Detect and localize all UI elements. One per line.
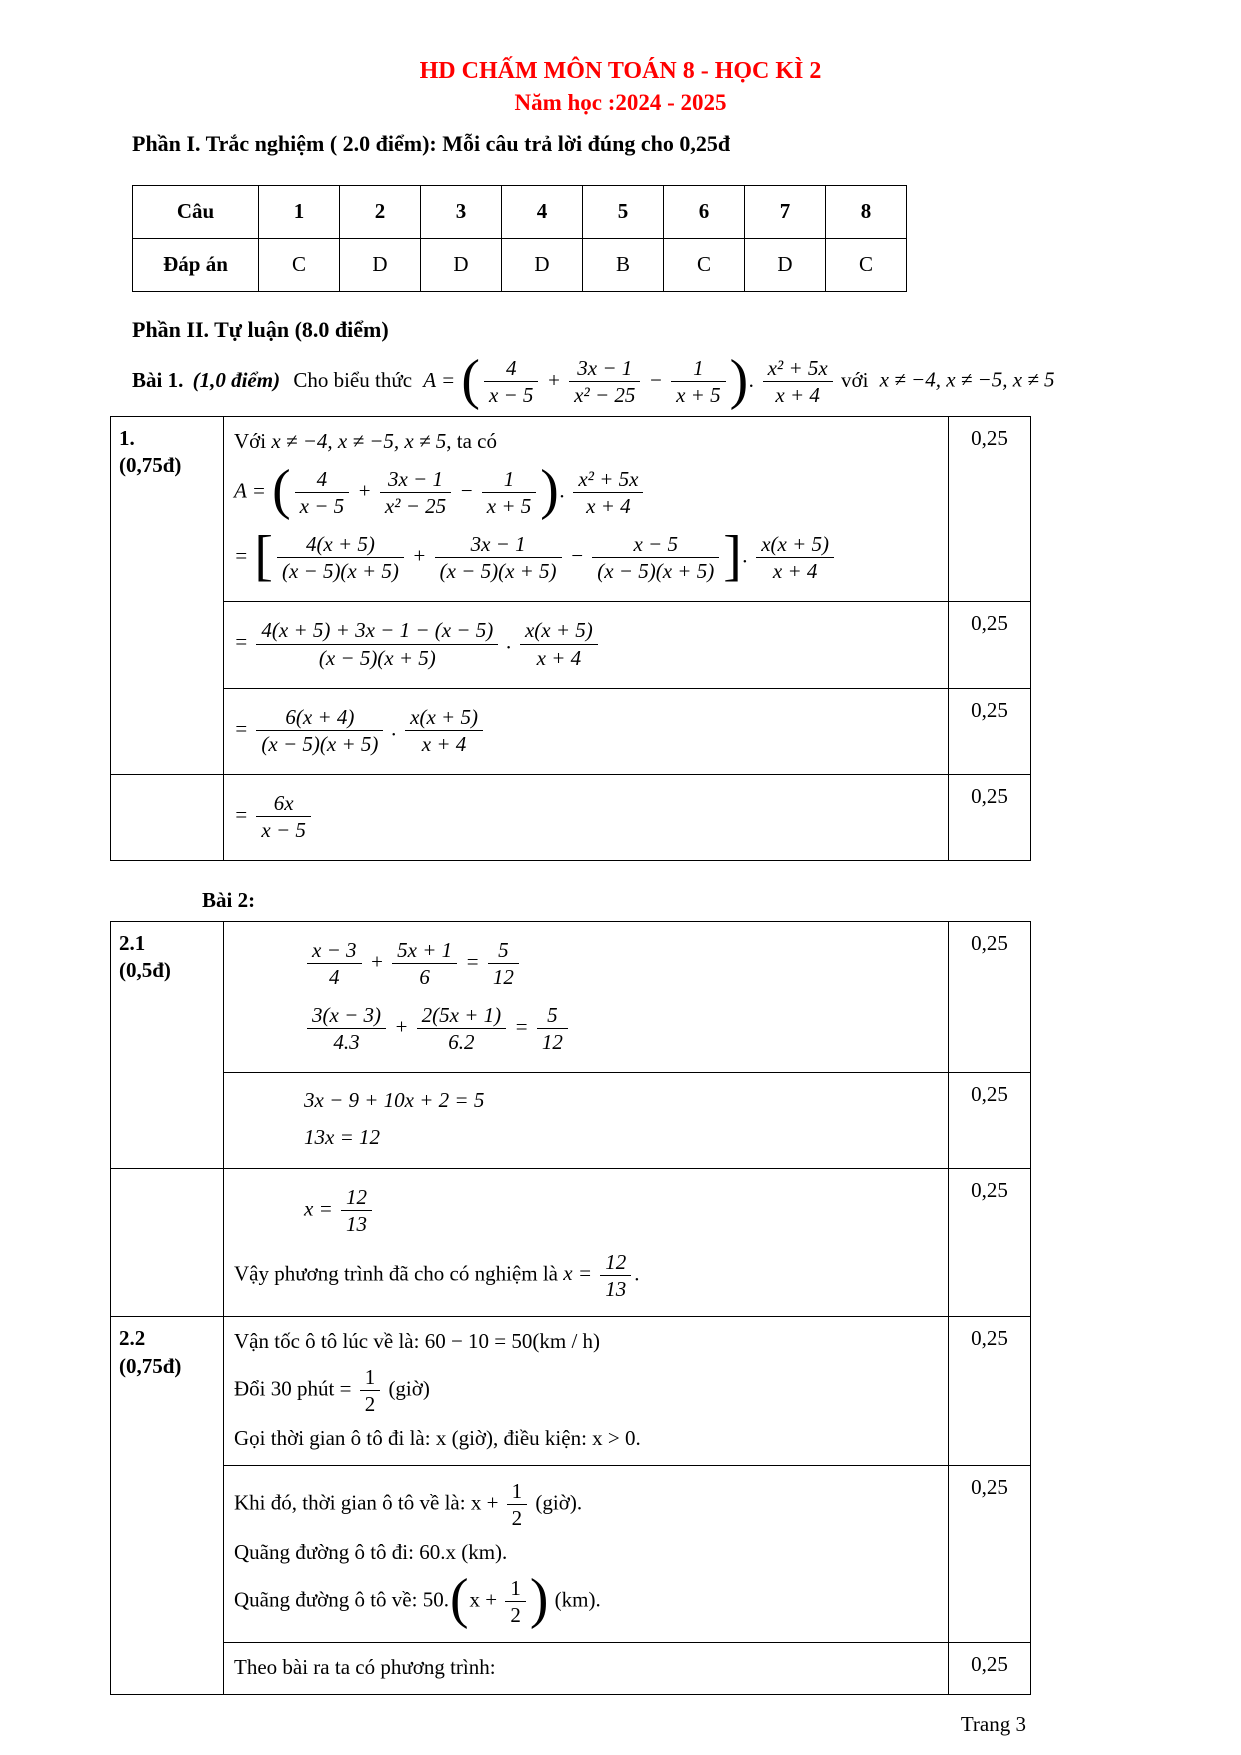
fraction: $\frac{3x - 1}{\text{x² − 25}}$: [380, 467, 451, 518]
bai2-points-cell: 0,25: [949, 921, 1031, 1073]
bai2-row-1: [111, 921, 1031, 1073]
answer-cell: 7: [745, 185, 826, 238]
bai2-label: Bài 2:: [202, 888, 256, 913]
solution-line: Đổi 30 phút = $\frac{1}{2}$ (giờ): [234, 1364, 430, 1416]
answer-cell: D: [340, 238, 421, 291]
exercise-score: (0,75đ): [119, 452, 182, 477]
fraction: $\frac{x(x + 5)}{x + 4}$: [405, 705, 483, 756]
fraction: $\frac{12}{13}$: [600, 1250, 631, 1301]
bai2-solution-cell: [224, 1168, 949, 1317]
solution-line: Gọi thời gian ô tô đi là: x (giờ), điều kiện: x > 0.: [234, 1425, 641, 1450]
bai1-formula: A = ( $\frac{4}{x - 5}$ + $\frac{3x - 1}{\text{x² − 25}}$ − $\frac{1}{x + 5}$ ). $\frac{\text{x² + 5x}}{x + 4}$: [423, 368, 835, 392]
big-delimiter: (: [461, 348, 480, 411]
solution-line: 13x = 12: [304, 1125, 380, 1150]
big-delimiter: [: [254, 524, 273, 587]
exercise-number: 2.1: [119, 930, 146, 955]
fraction: $\frac{3(x - 3)}{4.3}$: [307, 1003, 386, 1054]
fraction: $\frac{1}{x + 5}$: [482, 467, 537, 518]
row-label-cell: Đáp án: [133, 238, 259, 291]
bai1-condition-prefix: với: [840, 367, 869, 392]
solution-line: Khi đó, thời gian ô tô về là: x + $\frac{1}{2}$ (giờ).: [234, 1479, 583, 1531]
answer-cell: D: [421, 238, 502, 291]
answer-cell: 1: [259, 185, 340, 238]
big-delimiter: ): [729, 348, 749, 411]
bai2-row-6: [111, 1643, 1031, 1695]
bai1-intro: Cho biểu thức: [293, 367, 413, 392]
exercise-score: (0,75đ): [119, 1353, 182, 1378]
bai2-label-cell: [111, 921, 224, 1168]
bai2-row-3: [111, 1168, 1031, 1317]
solution-line: A = ( $\frac{4}{x - 5}$ + $\frac{3x - 1}{\text{x² − 25}}$ − $\frac{1}{x + 5}$ ). $\frac{\text{x² + 5x}}{x + 4}$: [234, 465, 938, 520]
fraction: $\frac{1}{x + 5}$: [671, 356, 726, 407]
bai1-label-cell: [111, 774, 224, 860]
bai1-label: Bài 1.: [132, 367, 184, 392]
bai2-points-cell: 0,25: [949, 1643, 1031, 1695]
bai2-row-4: [111, 1317, 1031, 1466]
solution-line: $\frac{x - 3}{4}$ + $\frac{5x + 1}{6}$ = $\frac{5}{12}$: [234, 936, 938, 991]
big-delimiter: (: [449, 1568, 469, 1631]
fraction: $\frac{1}{2}$: [360, 1365, 381, 1416]
solution-line: = $\frac{4(x + 5) + 3x - 1 - (x - 5)}{(x - 5)(x + 5)}$ . $\frac{x(x + 5)}{x + 4}$: [234, 616, 938, 671]
bai2-solution-cell: [224, 1073, 949, 1169]
bai1-row-1: [111, 416, 1031, 602]
bai1-row-4: [111, 774, 1031, 860]
answer-cell: 8: [826, 185, 907, 238]
bai1-solution-cell: [224, 416, 949, 602]
answer-cell: B: [583, 238, 664, 291]
bai2-solution-cell: [224, 1317, 949, 1466]
answer-cell: D: [502, 238, 583, 291]
fraction: $\frac{4(x + 5)}{(x - 5)(x + 5)}$: [277, 532, 404, 583]
fraction: $\frac{5x + 1}{6}$: [392, 938, 457, 989]
big-delimiter: ): [529, 1568, 549, 1631]
bai1-solution-cell: [224, 774, 949, 860]
fraction: $\frac{x - 3}{4}$: [307, 938, 362, 989]
bai2-points-cell: 0,25: [949, 1317, 1031, 1466]
fraction: $\frac{3x - 1}{(x - 5)(x + 5)}$: [435, 532, 562, 583]
bai1-row-3: [111, 688, 1031, 774]
big-delimiter: ): [540, 459, 559, 522]
solution-line: Vậy phương trình đã cho có nghiệm là x = $\frac{12}{13}$ .: [234, 1249, 640, 1302]
fraction: $\frac{6(x + 4)}{(x - 5)(x + 5)}$: [256, 705, 383, 756]
fraction: $\frac{3x - 1}{\text{x² − 25}}$: [569, 356, 640, 407]
fraction: $\frac{\text{x² + 5x}}{x + 4}$: [573, 467, 643, 518]
bai2-solution-table: [110, 921, 1031, 1696]
solution-line: Quãng đường ô tô đi: 60.x (km).: [234, 1540, 508, 1565]
fraction: $\frac{x(x + 5)}{x + 4}$: [520, 618, 598, 669]
answer-values-row: [133, 238, 907, 291]
bai2-solution-cell: [224, 921, 949, 1073]
solution-line: $\frac{3(x - 3)}{4.3}$ + $\frac{2(5x + 1)}{6.2}$ = $\frac{5}{12}$: [234, 1001, 938, 1056]
bai1-row-2: [111, 602, 1031, 688]
fraction: $\frac{5}{12}$: [488, 938, 519, 989]
answer-cell: C: [664, 238, 745, 291]
bai2-solution-cell: [224, 1466, 949, 1643]
bai1-points-cell: 0,25: [949, 774, 1031, 860]
bai2-label-cell: [111, 1168, 224, 1317]
exercise-score: (0,5đ): [119, 957, 171, 982]
exercise-number: 2.2: [119, 1326, 146, 1351]
bai2-row-2: [111, 1073, 1031, 1169]
answer-cell: 3: [421, 185, 502, 238]
bai1-label-cell: [111, 416, 224, 774]
fraction: $\frac{6x}{x - 5}$: [256, 791, 311, 842]
solution-line: Theo bài ra ta có phương trình:: [234, 1655, 496, 1679]
inline-math: x = $\frac{12}{13}$: [563, 1261, 634, 1285]
bai1-condition: x ≠ −4, x ≠ −5, x ≠ 5: [879, 367, 1055, 392]
fraction: $\frac{4(x + 5) + 3x - 1 - (x - 5)}{(x - 5)(x + 5)}$: [256, 618, 498, 669]
bai2-points-cell: 0,25: [949, 1466, 1031, 1643]
solution-line: = $\frac{6x}{x - 5}$: [234, 789, 938, 844]
answer-cell: C: [259, 238, 340, 291]
bai1-statement: [132, 348, 1181, 411]
bai1-solution-table: [110, 416, 1031, 862]
big-delimiter: (: [272, 459, 291, 522]
bai1-points-cell: 0,25: [949, 416, 1031, 602]
solution-line: Vận tốc ô tô lúc về là: 60 − 10 = 50(km / h): [234, 1329, 601, 1354]
bai1-points-cell: 0,25: [949, 688, 1031, 774]
fraction: $\frac{5}{12}$: [537, 1003, 568, 1054]
fraction: $\frac{4}{x - 5}$: [295, 467, 350, 518]
inline-math: x ≠ −4, x ≠ −5, x ≠ 5: [271, 428, 447, 453]
part2-heading: Phần II. Tự luận (8.0 điểm): [132, 316, 389, 342]
solution-line: Quãng đường ô tô về: 50.(x + $\frac{1}{2}$ ) (km).: [234, 1568, 601, 1631]
solution-line: 3x − 9 + 10x + 2 = 5: [304, 1088, 485, 1113]
bai2-points-cell: 0,25: [949, 1168, 1031, 1317]
bai1-points-cell: 0,25: [949, 602, 1031, 688]
bai1-solution-cell: [224, 602, 949, 688]
fraction: $\frac{\text{x² + 5x}}{x + 4}$: [763, 356, 833, 407]
fraction: $\frac{1}{2}$: [505, 1576, 526, 1627]
bai2-row-5: [111, 1466, 1031, 1643]
answer-cell: 6: [664, 185, 745, 238]
solution-line: Với x ≠ −4, x ≠ −5, x ≠ 5, ta có: [234, 428, 497, 453]
big-delimiter: ]: [723, 524, 742, 587]
fraction: $\frac{x - 5}{(x - 5)(x + 5)}$: [592, 532, 719, 583]
bai1-score: (1,0 điểm): [192, 367, 281, 392]
answer-header-row: [133, 185, 907, 238]
document-title: HD CHẤM MÔN TOÁN 8 - HỌC KÌ 2: [419, 58, 822, 84]
bai2-label-cell: [111, 1317, 224, 1695]
answer-cell: 2: [340, 185, 421, 238]
row-label-cell: Câu: [133, 185, 259, 238]
solution-line: = $\frac{6(x + 4)}{(x - 5)(x + 5)}$ . $\frac{x(x + 5)}{x + 4}$: [234, 703, 938, 758]
answer-cell: C: [826, 238, 907, 291]
fraction: $\frac{2(5x + 1)}{6.2}$: [417, 1003, 506, 1054]
fraction: $\frac{1}{2}$: [507, 1479, 528, 1530]
document-subtitle: Năm học :2024 - 2025: [514, 90, 727, 116]
answer-cell: 4: [502, 185, 583, 238]
solution-line: x = $\frac{12}{13}$: [234, 1183, 938, 1238]
exercise-number: 1.: [119, 425, 135, 450]
answer-key-table: [132, 185, 907, 292]
page-number: Trang 3: [960, 1712, 1026, 1737]
solution-line: = [ $\frac{4(x + 5)}{(x - 5)(x + 5)}$ + $\frac{3x - 1}{(x - 5)(x + 5)}$ − $\frac{x - 5}{(x - 5)(x + 5)}$ ]. $\frac{x(x + 5)}{x + 4}$: [234, 530, 938, 585]
answer-cell: D: [745, 238, 826, 291]
bai2-points-cell: 0,25: [949, 1073, 1031, 1169]
bai1-solution-cell: [224, 688, 949, 774]
part1-heading: Phần I. Trắc nghiệm ( 2.0 điểm): Mỗi câu trả lời đúng cho 0,25đ: [132, 131, 731, 157]
bai2-solution-cell: [224, 1643, 949, 1695]
fraction: $\frac{12}{13}$: [341, 1185, 372, 1236]
fraction: $\frac{x(x + 5)}{x + 4}$: [756, 532, 834, 583]
answer-cell: 5: [583, 185, 664, 238]
fraction: $\frac{4}{x - 5}$: [484, 356, 539, 407]
